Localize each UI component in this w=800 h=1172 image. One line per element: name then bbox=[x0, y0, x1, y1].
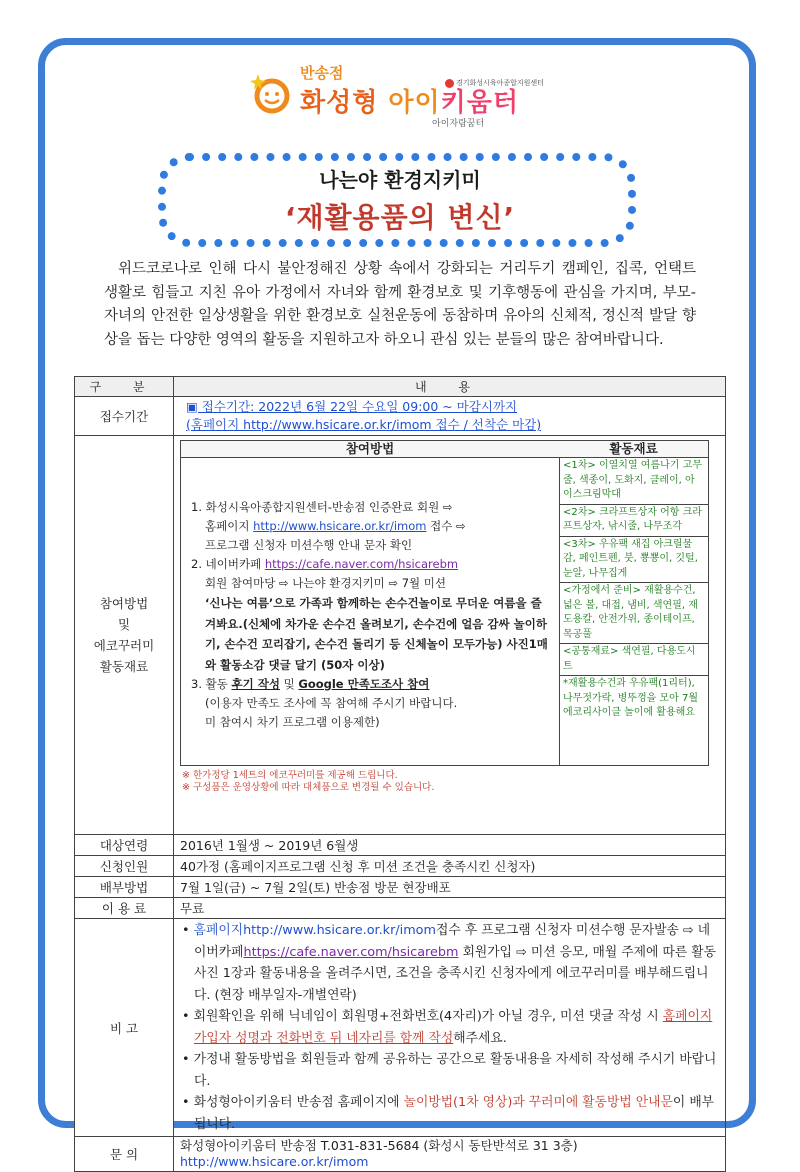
remark-4-post: 이 배부됩니다. bbox=[194, 1095, 715, 1132]
reception-site[interactable]: (홈페이지 http://www.hsicare.or.kr/imom 접수 / 선착순 마감) bbox=[186, 417, 542, 432]
info-table bbox=[74, 376, 726, 1172]
header-label: 구 분 bbox=[75, 377, 174, 397]
step-3-pre: 3. 활동 bbox=[191, 677, 232, 691]
reception-period[interactable]: ▣ 접수기간: 2022년 6월 22일 수요일 09:00 ~ 마감시까지 bbox=[186, 399, 518, 414]
remark-label: 비 고 bbox=[75, 919, 174, 1137]
dist-label: 배부방법 bbox=[75, 877, 174, 898]
fee-value: 무료 bbox=[174, 898, 726, 919]
age-value: 2016년 1월생 ~ 2019년 6월생 bbox=[174, 835, 726, 856]
intro-paragraph: 위드코로나로 인해 다시 불안정해진 상황 속에서 강화되는 거리두기 캠페인, 집콕, 언택트 생활로 힘들고 지친 유아 가정에서 자녀와 함께 환경보호 및 기후행동에 관심을 가지며, 부모-자녀의 안전한 일상생활을 위한 환경보호 실천운동에 동참하며 유아의 신체적, 정신적 발달 향상을 돕는 다양한 영역의 활동을 지원하고자 하오니 관심 있는 분들의 많은 참여바랍니다. bbox=[104, 261, 696, 348]
material-item: <공통재료> 색연필, 다용도시트 bbox=[559, 644, 708, 676]
note-1: ※ 한가정당 1세트의 에코꾸러미를 제공해 드립니다. bbox=[182, 770, 398, 781]
count-label: 신청인원 bbox=[75, 856, 174, 877]
method-column bbox=[180, 440, 560, 766]
count-value: 40가정 (홈페이지프로그램 신청 후 미션 조건을 충족시킨 신청자) bbox=[174, 856, 726, 877]
row-distribution bbox=[75, 877, 726, 898]
step-3c: 미 참여시 차기 프로그램 이용제한) bbox=[205, 715, 380, 729]
row-remarks bbox=[75, 919, 726, 1137]
header-content: 내 용 bbox=[174, 377, 726, 397]
reception-label: 접수기간 bbox=[75, 397, 174, 436]
remark-2-pre: • 회원확인을 위해 닉네임이 회원명+전화번호(4자리)가 아닐 경우, 미션 댓글 작성 시 bbox=[182, 1009, 663, 1024]
fee-label: 이 용 료 bbox=[75, 898, 174, 919]
material-item: *재활용수건과 우유팩(1리터), 나무젓가락, 병뚜껑을 모아 7월 에코리사이클 놀이에 활용해요 bbox=[563, 678, 698, 718]
participation-label: 참여방법 및 에코꾸러미 활동재료 bbox=[75, 436, 174, 835]
step-1a: 1. 화성시육아종합지원센터-반송점 인증완료 회원 ⇨ bbox=[191, 500, 453, 514]
package-notes bbox=[182, 770, 434, 794]
step-2a bbox=[191, 555, 551, 574]
material-item: <2차> 크라프트상자 어항 크라프트상자, 낚시줄, 나무조각 bbox=[559, 505, 708, 537]
center-logo bbox=[445, 78, 544, 88]
contact-info: 화성형아이키움터 반송점 T.031-831-5684 (화성시 동탄반석로 31 3층) bbox=[180, 1138, 578, 1153]
row-contact bbox=[75, 1137, 726, 1172]
brand-name-1: 화성형 bbox=[300, 88, 379, 118]
contact-label: 문 의 bbox=[75, 1137, 174, 1172]
brand-logo bbox=[250, 62, 560, 134]
step-3-review: 후기 작성 bbox=[231, 677, 280, 691]
material-header: 활동재료 bbox=[559, 441, 708, 458]
step-2c: ‘신나는 여름’으로 가족과 함께하는 손수건놀이로 무더운 여름을 즐겨봐요.(신체에 차가운 손수건 올려보기, 손수건에 얼음 감싸 놀이하기, 손수건 꼬리잡기, 손수건 돌리기 등 신체놀이 모두가능) 사진1매와 활동소감 댓글 달기 (50자 이상) bbox=[205, 596, 548, 672]
remark-content bbox=[174, 919, 726, 1137]
remark-2-highlight: 홈페이지 가입자 성명과 전화번호 뒤 네자리를 함께 작성 bbox=[194, 1009, 713, 1046]
material-item: <1차> 이열치열 여름나기 고무줄, 색종이, 도화지, 클레이, 아이스크림막대 bbox=[559, 458, 708, 505]
remark-2-post: 해주세요. bbox=[453, 1030, 507, 1046]
step-1b-post: 접수 ⇨ bbox=[426, 519, 466, 533]
step-2a-pre: 2. 네이버카페 bbox=[191, 557, 265, 571]
material-column bbox=[559, 440, 709, 766]
homepage-link[interactable]: http://www.hsicare.or.kr/imom bbox=[253, 519, 427, 533]
cafe-link[interactable]: https://cafe.naver.com/hsicarebm bbox=[264, 557, 459, 571]
center-logo-text: 경기화성시육아종합지원센터 bbox=[456, 79, 544, 87]
method-header: 참여방법 bbox=[181, 441, 559, 458]
dist-value: 7월 1일(금) ~ 7월 2일(토) 반송점 방문 현장배포 bbox=[174, 877, 726, 898]
step-3 bbox=[191, 675, 551, 694]
step-2b: 회원 참여마당 ⇨ 나는야 환경지키미 ⇨ 7월 미션 bbox=[205, 576, 447, 590]
step-3-survey: Google 만족도조사 참여 bbox=[298, 677, 430, 691]
step-1b bbox=[191, 517, 551, 536]
remark-1-mid: 접수 후 프로그램 신청자 미션수행 문자발송 ⇨ 네이버카페 bbox=[194, 923, 711, 960]
brand-sub: 아이자람꿈터 bbox=[432, 119, 485, 129]
banner-title: ‘재활용품의 변신’ bbox=[284, 201, 516, 234]
material-item: <가정에서 준비> 재활용수건, 넓은 볼, 대접, 냄비, 색연필, 재도용칼, 안전가위, 종이테이프, 목공풀 bbox=[559, 583, 708, 644]
center-logo-icon bbox=[445, 79, 454, 88]
step-3b: (이용자 만족도 조사에 꼭 참여해 주시기 바랍니다. bbox=[205, 696, 458, 710]
table-header bbox=[75, 377, 726, 397]
brand-name-2: 아이 bbox=[388, 88, 441, 118]
remark-4 bbox=[180, 1092, 719, 1135]
step-3-mid: 및 bbox=[279, 677, 299, 691]
remark-2 bbox=[180, 1006, 719, 1049]
contact-url[interactable]: http://www.hsicare.or.kr/imom bbox=[180, 1154, 369, 1169]
step-1b-pre: 홈페이지 bbox=[205, 519, 254, 533]
remark-1-post: 회원가입 ⇨ 미션 응모, 매월 주제에 따른 활동사진 1장과 활동내용을 올려주시면, 조건을 충족시킨 신청자에게 에코꾸러미를 배부해드립니다. (현장 배부일자-개별연락) bbox=[194, 944, 716, 1003]
row-participation bbox=[75, 436, 726, 835]
row-reception bbox=[75, 397, 726, 436]
row-age bbox=[75, 835, 726, 856]
remark-4-highlight: 놀이방법(1차 영상)과 꾸러미에 활동방법 안내문 bbox=[403, 1095, 673, 1110]
step-1c: 프로그램 신청자 미션수행 안내 문자 확인 bbox=[205, 538, 413, 552]
branch-tag: 반송점 bbox=[300, 64, 344, 82]
row-count bbox=[75, 856, 726, 877]
remark-3: • 가정내 활동방법을 회원들과 함께 공유하는 공간으로 활동내용을 자세히 작성해 주시기 바랍니다. bbox=[182, 1052, 717, 1089]
banner-subtitle: 나는야 환경지키미 bbox=[319, 168, 481, 192]
remark-1 bbox=[180, 920, 719, 1006]
material-item: <3차> 우유팩 새집 아크릴물감, 페인트펜, 붓, 뿅뿅이, 깃털, 눈알, 나무집게 bbox=[559, 537, 708, 584]
brand-name-3: 키움터 bbox=[440, 88, 520, 118]
remark-homepage-link[interactable]: 홈페이지http://www.hsicare.or.kr/imom bbox=[193, 923, 436, 938]
remark-4-pre: • 화성형아이키움터 반송점 홈페이지에 bbox=[182, 1095, 404, 1110]
sun-face-icon bbox=[250, 70, 294, 114]
age-label: 대상연령 bbox=[75, 835, 174, 856]
remark-cafe-link[interactable]: https://cafe.naver.com/hsicarebm bbox=[243, 944, 459, 960]
note-2: ※ 구성품은 운영상황에 따라 대체품으로 변경될 수 있습니다. bbox=[182, 782, 435, 793]
remark-1-bullet: • bbox=[182, 923, 194, 938]
method-steps bbox=[181, 498, 559, 732]
row-fee bbox=[75, 898, 726, 919]
